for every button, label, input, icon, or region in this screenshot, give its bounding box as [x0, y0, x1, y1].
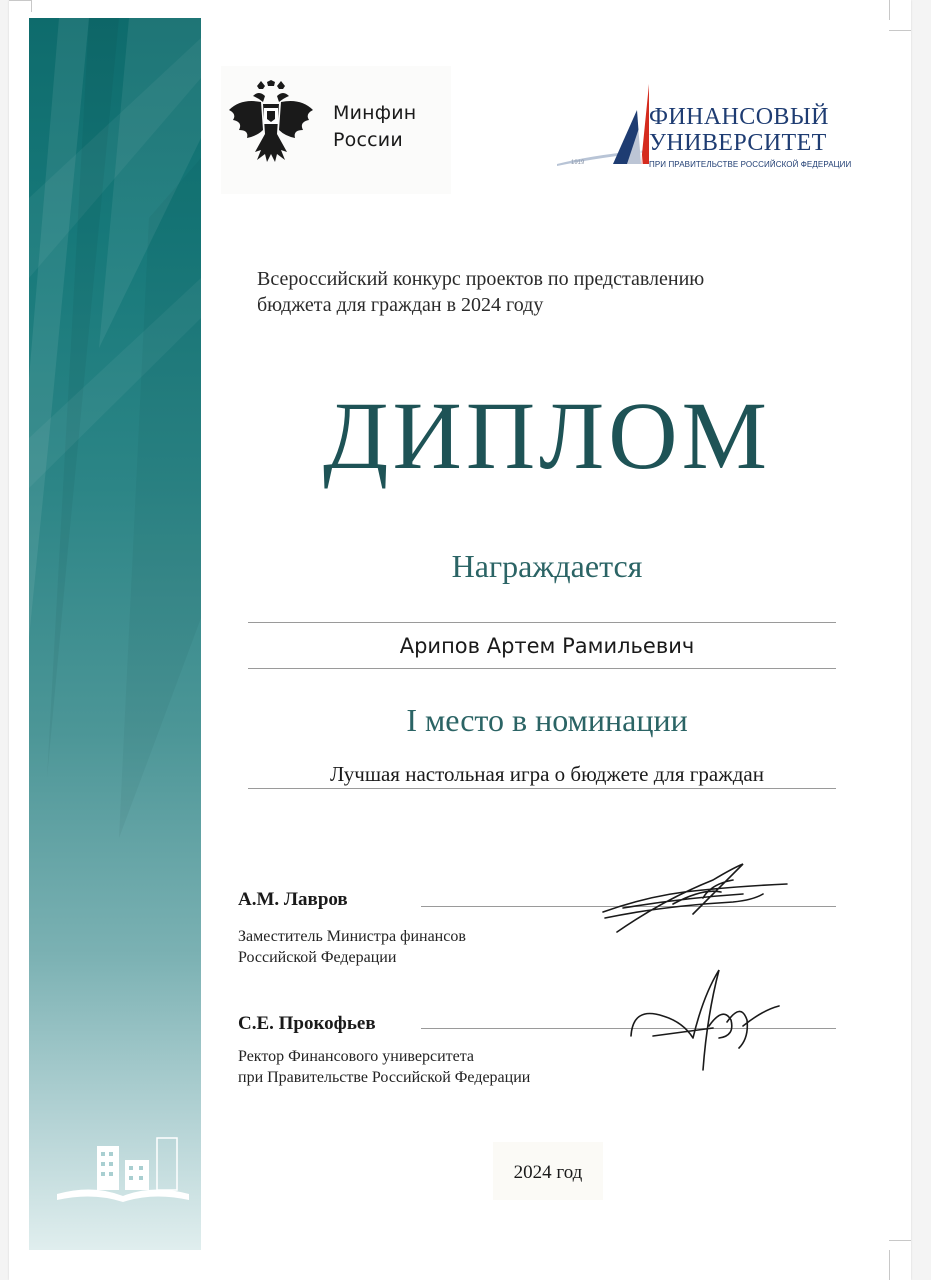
band-pattern [29, 18, 201, 1250]
university-title [649, 104, 829, 156]
diploma-heading: ДИПЛОМ [323, 382, 771, 489]
minfin-logo [221, 66, 451, 194]
university-title-line1: ФИНАНСОВЫЙ [649, 104, 829, 130]
awarded-label: Награждается [451, 548, 643, 584]
place-title: I место в номинации [406, 702, 688, 738]
divider-line [248, 622, 836, 623]
signatory-position-line1: Заместитель Министра финансов [238, 928, 466, 945]
crop-mark [31, 0, 32, 12]
university-subtitle: ПРИ ПРАВИТЕЛЬСТВЕ РОССИЙСКОЙ ФЕДЕРАЦИИ [649, 160, 852, 169]
signatory-position-line2: Российской Федерации [238, 949, 397, 966]
signatory-name: С.Е. Прокофьев [238, 1013, 376, 1034]
crop-mark [889, 30, 911, 31]
signature-image [593, 854, 793, 944]
divider-line [248, 668, 836, 669]
contest-title [257, 266, 837, 318]
minfin-line2: России [333, 129, 403, 151]
signature-image [623, 966, 783, 1076]
signatory-position-line1: Ректор Финансового университета [238, 1048, 475, 1065]
minfin-line1: Минфин [333, 102, 417, 124]
signatory-position [238, 1046, 530, 1088]
founded-year: 1919 [571, 160, 585, 166]
nomination-name: Лучшая настольная игра о бюджете для граждан [330, 762, 764, 786]
crop-mark [889, 1250, 890, 1280]
contest-line1: Всероссийский конкурс проектов по представлению [257, 268, 705, 290]
divider-line [248, 788, 836, 789]
buildings-book-icon [53, 1136, 193, 1206]
double-headed-eagle-icon [227, 80, 315, 170]
crop-mark [9, 0, 31, 1]
signatory-name: А.М. Лавров [238, 889, 348, 910]
crop-mark [889, 0, 890, 20]
recipient-name: Арипов Артем Рамильевич [399, 634, 695, 658]
issue-year: 2024 год [513, 1162, 583, 1183]
university-logo-mark [557, 84, 649, 170]
contest-line2: бюджета для граждан в 2024 году [257, 294, 544, 316]
university-title-line2: УНИВЕРСИТЕТ [649, 130, 827, 156]
diploma-page [9, 0, 911, 1280]
crop-mark [889, 1240, 911, 1241]
minfin-logo-text [333, 100, 416, 154]
signatory-position [238, 926, 466, 968]
signatory-position-line2: при Правительстве Российской Федерации [238, 1069, 531, 1086]
decorative-side-band [29, 18, 201, 1250]
